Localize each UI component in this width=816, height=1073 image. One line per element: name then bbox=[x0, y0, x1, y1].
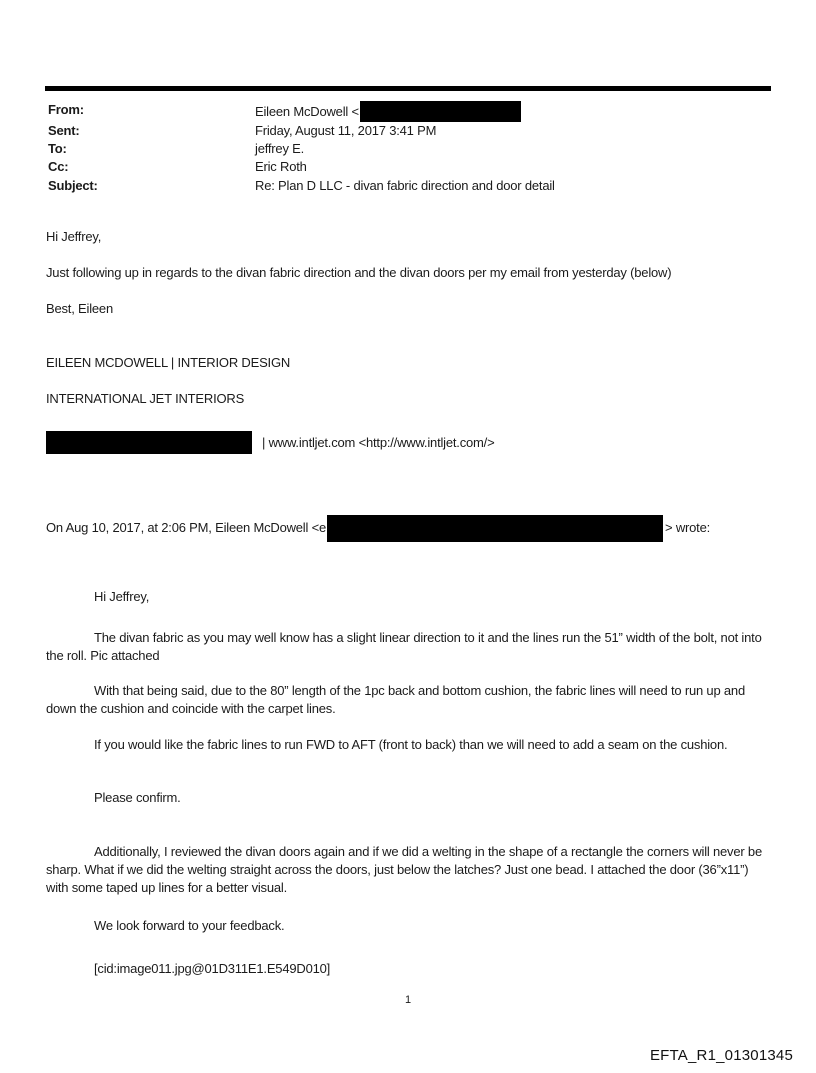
quoted-inline-image-cid: [cid:image011.jpg@01D311E1.E549D010] bbox=[94, 961, 331, 976]
message-closing: Best, Eileen bbox=[46, 301, 113, 316]
message-greeting: Hi Jeffrey, bbox=[46, 229, 102, 244]
header-row-from bbox=[48, 101, 776, 122]
bates-number: EFTA_R1_01301345 bbox=[649, 1047, 793, 1064]
sent-value: Friday, August 11, 2017 3:41 PM bbox=[255, 123, 437, 138]
to-label: To: bbox=[48, 141, 67, 157]
header-divider-rule bbox=[45, 86, 771, 91]
attribution-prefix: On Aug 10, 2017, at 2:06 PM, Eileen McDowell <e bbox=[46, 520, 327, 535]
from-label: From: bbox=[48, 102, 84, 117]
from-value-text: Eileen McDowell < bbox=[255, 104, 359, 119]
cc-label: Cc: bbox=[48, 159, 69, 175]
quoted-paragraph-feedback: We look forward to your feedback. bbox=[94, 918, 285, 933]
quoted-paragraph-divan-doors: Additionally, I reviewed the divan doors again and if we did a welting in the shape of a rectangle the corners will never be sharp. What if we did the welting straight across the doors, just below the latches? Just one bead. I attached the door (36”x11”) with some taped up lines for a better visual. bbox=[46, 844, 762, 895]
quoted-attribution-line bbox=[46, 514, 774, 542]
attribution-suffix: > wrote: bbox=[665, 520, 711, 535]
sent-label: Sent: bbox=[48, 123, 80, 138]
attribution-redaction-bar bbox=[327, 515, 663, 542]
signature-contact-row bbox=[46, 431, 774, 454]
message-paragraph: Just following up in regards to the divan fabric direction and the divan doors per my email from yesterday (below) bbox=[46, 265, 672, 280]
signature-company-line: INTERNATIONAL JET INTERIORS bbox=[46, 391, 245, 406]
quoted-paragraph-fabric-direction: The divan fabric as you may well know has a slight linear direction to it and the lines run the 51” width of the bolt, not into the roll. Pic attached bbox=[46, 630, 762, 663]
signature-redaction-bar bbox=[46, 431, 252, 454]
page-number: 1 bbox=[404, 994, 412, 1006]
from-redaction-bar bbox=[360, 101, 521, 122]
email-header bbox=[48, 101, 776, 195]
from-value bbox=[255, 101, 776, 122]
header-row-subject bbox=[48, 177, 776, 195]
signature-name-line: EILEEN MCDOWELL | INTERIOR DESIGN bbox=[46, 355, 291, 370]
subject-label: Subject: bbox=[48, 177, 98, 193]
signature-website: | www.intljet.com <http://www.intljet.com/> bbox=[262, 435, 495, 450]
quoted-paragraph-please-confirm: Please confirm. bbox=[94, 790, 181, 805]
subject-value: Re: Plan D LLC - divan fabric direction and door detail bbox=[255, 177, 555, 193]
header-row-cc bbox=[48, 158, 776, 176]
to-value: jeffrey E. bbox=[255, 141, 305, 157]
header-row-sent bbox=[48, 122, 776, 140]
quoted-greeting: Hi Jeffrey, bbox=[94, 589, 150, 604]
cc-value: Eric Roth bbox=[255, 159, 307, 175]
header-row-to bbox=[48, 140, 776, 158]
quoted-paragraph-cushion-lines: With that being said, due to the 80” length of the 1pc back and bottom cushion, the fabric lines will need to run up and down the cushion and coincide with the carpet lines. bbox=[46, 683, 745, 716]
quoted-paragraph-fwd-aft-seam: If you would like the fabric lines to run FWD to AFT (front to back) than we will need to add a seam on the cushion. bbox=[94, 737, 728, 752]
